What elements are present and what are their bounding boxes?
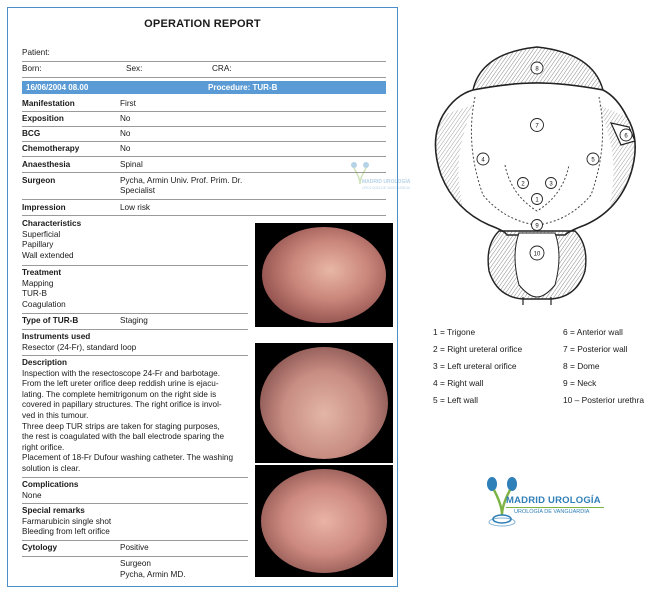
legend-item: 9 = Neck xyxy=(563,378,597,388)
procedure-label: Procedure: TUR-B xyxy=(208,83,278,92)
divider xyxy=(22,540,248,541)
divider xyxy=(22,477,248,478)
section-line: Coagulation xyxy=(22,299,66,309)
section-line: Wall extended xyxy=(22,250,74,260)
brand-logo-tagline: UROLOGÍA DE VANGUARDIA xyxy=(514,509,590,515)
signature-block xyxy=(120,559,186,580)
endoscopy-photo xyxy=(255,343,393,463)
brand-logo-name: MADRID UROLOGÍA xyxy=(506,495,601,506)
region-number: 7 xyxy=(535,123,539,130)
report-title: OPERATION REPORT xyxy=(144,18,261,30)
endoscopy-photo xyxy=(255,223,393,327)
legend-item: 4 = Right wall xyxy=(433,378,484,388)
divider xyxy=(22,313,248,314)
section-line: Resector (24-Fr), standard loop xyxy=(22,342,137,352)
procedure-bar xyxy=(22,81,386,94)
brand-logo xyxy=(484,475,624,545)
field-value: Low risk xyxy=(120,203,151,212)
legend-item: 6 = Anterior wall xyxy=(563,327,623,337)
region-number: 8 xyxy=(535,66,539,73)
field-value: First xyxy=(120,99,136,108)
field-row xyxy=(22,127,386,142)
section-heading: Treatment xyxy=(22,268,62,277)
bladder-diagram xyxy=(415,35,647,305)
description-line: covered in papillary structures. The right orifice is invol- xyxy=(22,400,222,410)
section-heading: Complications xyxy=(22,480,79,489)
section-heading: Description xyxy=(22,358,68,367)
sex-label: Sex: xyxy=(126,64,143,73)
region-number: 3 xyxy=(549,181,553,188)
region-number: 9 xyxy=(535,223,539,230)
signature-role: Surgeon xyxy=(120,559,151,568)
field-value: No xyxy=(120,114,131,123)
description-block xyxy=(22,358,233,475)
operation-report xyxy=(7,7,411,587)
cytology-row xyxy=(22,543,248,554)
field-label: Exposition xyxy=(22,114,64,123)
legend-item: 1 = Trigone xyxy=(433,327,476,337)
description-line: lating. The complete hemitrigonum on the right side is xyxy=(22,389,217,399)
region-number: 6 xyxy=(624,133,628,140)
field-label: Manifestation xyxy=(22,99,75,108)
description-line: right orifice. xyxy=(22,442,65,452)
section-line: Superficial xyxy=(22,229,61,239)
legend-item: 3 = Left ureteral orifice xyxy=(433,361,517,371)
legend-item: 7 = Posterior wall xyxy=(563,344,628,354)
field-value: Spinal xyxy=(120,160,143,169)
instruments-block xyxy=(22,332,136,353)
field-label: Cytology xyxy=(22,543,58,552)
watermark-logo xyxy=(348,160,411,200)
region-number: 5 xyxy=(591,157,595,164)
date-time: 16/06/2004 08.00 xyxy=(26,83,89,92)
field-label: Surgeon xyxy=(22,176,56,185)
section-line: Farmarubicin single shot xyxy=(22,516,112,526)
section-line: TUR-B xyxy=(22,289,48,299)
legend-right xyxy=(563,327,644,405)
description-line: Three deep TUR strips are taken for staging purposes, xyxy=(22,421,220,431)
special-remarks-block xyxy=(22,506,111,538)
watermark-logo-text: MADRID UROLOGÍA xyxy=(362,179,411,185)
field-row xyxy=(22,200,386,216)
divider xyxy=(22,329,248,330)
description-line: Inspection with the resectoscope 24-Fr and barbotage. xyxy=(22,368,220,378)
description-line: Placement of 18-Fr Dufour washing catheter. The washing xyxy=(22,453,234,463)
description-line: From the left ureter orifice deep reddish urine is ejacu- xyxy=(22,379,219,389)
born-row xyxy=(22,64,386,78)
region-number: 2 xyxy=(521,181,525,188)
region-number: 10 xyxy=(533,251,541,258)
field-value: Positive xyxy=(120,543,149,552)
characteristics-block xyxy=(22,219,81,261)
divider xyxy=(22,503,248,504)
section-line: Papillary xyxy=(22,240,54,250)
complications-block xyxy=(22,480,78,501)
legend-left xyxy=(433,327,522,405)
divider xyxy=(22,265,248,266)
patient-row xyxy=(22,48,386,62)
field-row xyxy=(22,142,386,157)
description-line: the rest is coagulated with the ball electrode sparing the xyxy=(22,432,225,442)
divider xyxy=(22,556,248,557)
description-line: solution is clear. xyxy=(22,463,81,473)
section-heading: Instruments used xyxy=(22,332,91,341)
legend-item: 5 = Left wall xyxy=(433,395,478,405)
section-line: None xyxy=(22,490,42,500)
field-row xyxy=(22,97,386,112)
field-label: Type of TUR-B xyxy=(22,316,79,325)
field-label: Anaesthesia xyxy=(22,160,71,169)
cra-label: CRA: xyxy=(212,64,232,73)
field-label: BCG xyxy=(22,129,41,138)
signature-name: Pycha, Armin MD. xyxy=(120,569,186,579)
legend-item: 2 = Right ureteral orifice xyxy=(433,344,523,354)
field-row xyxy=(22,112,386,127)
legend-item: 10 – Posterior urethra xyxy=(563,395,645,405)
watermark-logo-tagline: UROLOGÍA DE VANGUARDIA xyxy=(362,186,410,190)
patient-label: Patient: xyxy=(22,48,50,57)
treatment-block xyxy=(22,268,66,310)
legend-item: 8 = Dome xyxy=(563,361,600,371)
field-value: No xyxy=(120,144,131,153)
section-line: Bleeding from left orifice xyxy=(22,527,110,537)
region-number: 1 xyxy=(535,197,539,204)
field-value: Staging xyxy=(120,316,148,325)
field-value: Specialist xyxy=(120,186,156,195)
section-heading: Characteristics xyxy=(22,219,82,228)
description-line: ved in this tumour. xyxy=(22,410,89,420)
endoscopy-photo xyxy=(255,465,393,577)
field-label: Chemotherapy xyxy=(22,144,80,153)
divider xyxy=(22,355,248,356)
field-row xyxy=(22,173,386,200)
field-row xyxy=(22,157,386,173)
section-line: Mapping xyxy=(22,278,54,288)
tur-type-row xyxy=(22,316,248,327)
region-number: 4 xyxy=(481,157,485,164)
section-heading: Special remarks xyxy=(22,506,85,515)
field-value: Pycha, Armin Univ. Prof. Prim. Dr. xyxy=(120,176,243,185)
born-label: Born: xyxy=(22,64,42,73)
field-value: No xyxy=(120,129,131,138)
field-label: Impression xyxy=(22,203,66,212)
